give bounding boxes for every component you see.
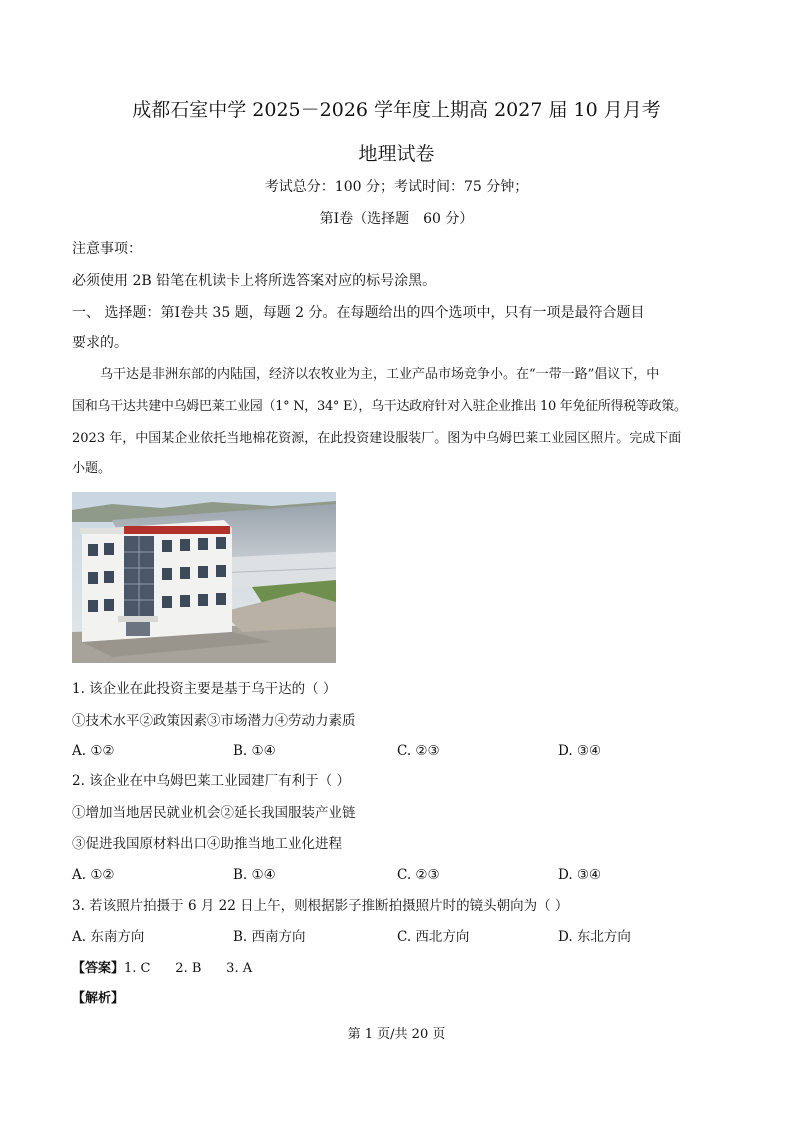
- industrial-park-photo: [72, 492, 336, 663]
- page-footer: 第 1 页/共 20 页: [347, 1027, 446, 1042]
- question-3-stem: 3. 若该照片拍摄于 6 月 22 日上午，则根据影子推断拍摄照片时的镜头朝向为（ ）: [72, 898, 569, 914]
- question-2-items-line-2: ③促进我国原材料出口④助推当地工业化进程: [72, 836, 342, 852]
- industrial-park-illustration: [72, 492, 336, 663]
- passage-line-2: 国和乌干达共建中乌姆巴莱工业园（1° N，34° E），乌干达政府针对入驻企业推出 10 年免征所得税等政策。: [72, 399, 687, 414]
- question-1-option-d[interactable]: D. ③④: [558, 743, 602, 759]
- question-1-option-b[interactable]: B. ①④: [233, 743, 276, 759]
- part-intro-line-2: 要求的。: [72, 335, 128, 351]
- exam-info: 考试总分：100 分；考试时间：75 分钟；: [264, 179, 529, 195]
- passage-line-1: 乌干达是非洲东部的内陆国，经济以农牧业为主，工业产品市场竞争小。在“一带一路”倡议下，中: [100, 367, 660, 382]
- question-2-items-line-1: ①增加当地居民就业机会②延长我国服装产业链: [72, 805, 356, 821]
- question-1-option-c[interactable]: C. ②③: [397, 743, 440, 759]
- part-intro-line-1: 一、 选择题：第Ⅰ卷共 35 题，每题 2 分。在每题给出的四个选项中，只有一项是最符合题目: [72, 305, 645, 321]
- question-3-option-a[interactable]: A. 东南方向: [72, 929, 145, 945]
- section-heading: 第Ⅰ卷（选择题 60 分）: [319, 211, 474, 227]
- analysis-label: 【解析】: [72, 991, 125, 1006]
- notice-line: 必须使用 2B 铅笔在机读卡上将所选答案对应的标号涂黑。: [72, 273, 437, 289]
- passage-line-3: 2023 年，中国某企业依托当地棉花资源，在此投资建设服装厂。图为中乌姆巴莱工业园区照片。完成下面: [72, 431, 682, 446]
- question-2-option-c[interactable]: C. ②③: [397, 867, 440, 883]
- question-1-stem: 1. 该企业在此投资主要是基于乌干达的（ ）: [72, 681, 337, 697]
- exam-subtitle: 地理试卷: [358, 143, 435, 165]
- question-2-option-b[interactable]: B. ①④: [233, 867, 276, 883]
- notice-heading: 注意事项：: [72, 241, 142, 257]
- answer-values: 1. C 2. B 3. A: [124, 961, 253, 976]
- question-2-option-d[interactable]: D. ③④: [558, 867, 602, 883]
- question-3-option-c[interactable]: C. 西北方向: [397, 929, 470, 945]
- question-2-stem: 2. 该企业在中乌姆巴莱工业园建厂有利于（ ）: [72, 773, 350, 789]
- answer-label: 【答案】: [72, 961, 125, 976]
- passage-line-4: 小题。: [72, 461, 112, 476]
- question-1-items: ①技术水平②政策因素③市场潜力④劳动力素质: [72, 713, 356, 729]
- answer-row: [72, 960, 252, 978]
- question-3-option-b[interactable]: B. 西南方向: [233, 929, 306, 945]
- question-2-option-a[interactable]: A. ①②: [72, 867, 115, 883]
- question-3-option-d[interactable]: D. 东北方向: [558, 929, 631, 945]
- question-1-option-a[interactable]: A. ①②: [72, 743, 115, 759]
- exam-title: 成都石室中学 2025－2026 学年度上期高 2027 届 10 月月考: [132, 99, 661, 121]
